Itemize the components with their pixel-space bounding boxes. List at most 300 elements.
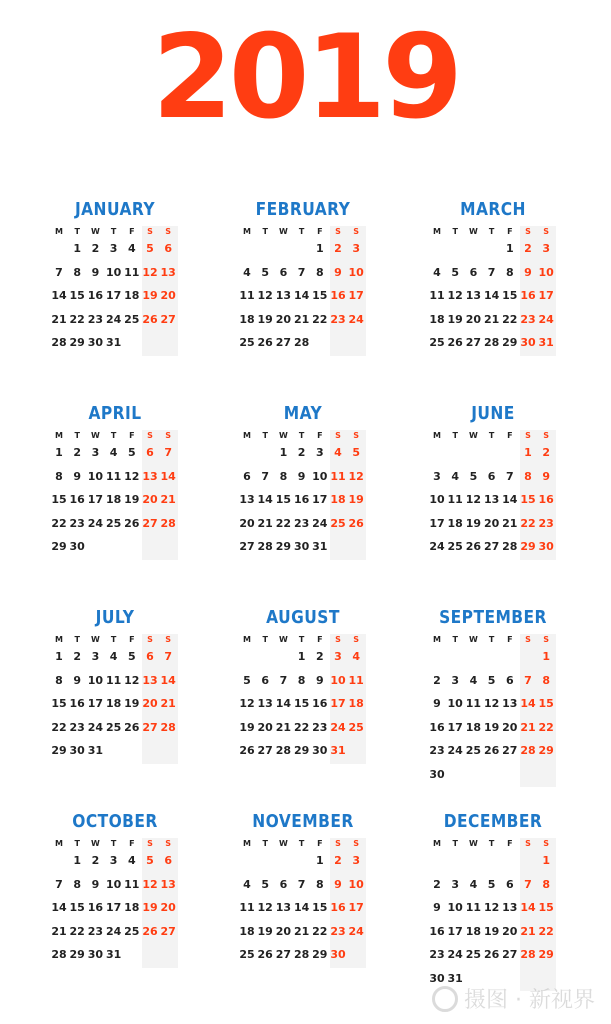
day-cell: 4	[127, 242, 136, 255]
month-name: MARCH	[460, 199, 526, 220]
day-cell: 14	[502, 493, 518, 506]
day-cell: 12	[124, 673, 140, 687]
weekday-header: F	[317, 635, 323, 644]
month-days-grid	[238, 226, 368, 360]
day-cell: 3	[334, 650, 342, 663]
day-cell: 22	[502, 312, 518, 326]
weekday-header: T	[262, 635, 268, 644]
day-cell: 5	[127, 446, 136, 459]
day-cell: 24	[105, 312, 122, 326]
watermark-text: 摄图 · 新视界	[464, 988, 595, 1013]
day-cell: 1	[542, 650, 551, 663]
day-cell: 31	[87, 744, 104, 757]
weekday-header: T	[110, 839, 117, 848]
day-cell: 30	[87, 948, 104, 961]
weekday-header: S	[165, 431, 172, 440]
weekday-header: W	[468, 227, 478, 236]
day-cell: 27	[142, 720, 158, 734]
weekday-header: T	[74, 431, 80, 440]
weekday-header: M	[243, 431, 251, 440]
weekday-header: S	[335, 227, 341, 236]
day-cell: 7	[164, 650, 173, 663]
day-cell: 20	[483, 516, 500, 530]
day-cell: 20	[142, 697, 158, 710]
day-cell: 6	[279, 877, 288, 891]
day-cell: 4	[451, 469, 460, 483]
day-cell: 20	[502, 720, 518, 734]
weekday-header: M	[433, 227, 441, 236]
day-cell: 15	[69, 901, 85, 914]
day-cell: 20	[257, 720, 273, 734]
weekday-header: F	[507, 431, 513, 440]
weekday-header: S	[543, 227, 550, 236]
day-cell: 10	[348, 877, 364, 891]
weekday-header: T	[452, 839, 458, 848]
weekday-header: W	[468, 635, 478, 644]
day-cell: 13	[465, 289, 482, 302]
day-cell: 26	[142, 312, 158, 326]
day-cell: 4	[109, 446, 118, 459]
day-cell: 19	[348, 493, 364, 506]
day-cell: 4	[127, 854, 136, 867]
day-cell: 7	[164, 446, 173, 459]
weekday-header: T	[452, 431, 458, 440]
day-cell: 31	[105, 336, 122, 349]
month-february	[238, 200, 368, 360]
weekday-header: F	[317, 227, 323, 236]
day-cell: 17	[87, 697, 104, 710]
day-cell: 29	[69, 336, 85, 349]
day-cell: 14	[293, 901, 310, 914]
day-cell: 11	[465, 901, 482, 914]
weekday-header: S	[353, 839, 360, 848]
day-cell: 23	[87, 312, 104, 326]
day-cell: 19	[257, 312, 273, 326]
day-cell: 11	[239, 289, 255, 302]
day-cell: 31	[330, 744, 346, 757]
weekday-header: S	[543, 839, 550, 848]
day-cell: 21	[483, 312, 500, 326]
day-cell: 5	[487, 673, 496, 687]
month-days-grid	[428, 634, 558, 791]
day-cell: 21	[293, 924, 310, 938]
day-cell: 18	[239, 312, 255, 326]
day-cell: 12	[483, 697, 500, 710]
weekday-header: S	[543, 431, 550, 440]
month-september	[428, 608, 558, 791]
day-cell: 4	[469, 673, 478, 687]
day-cell: 23	[293, 516, 310, 530]
day-cell: 16	[330, 901, 346, 914]
day-cell: 16	[87, 901, 104, 914]
day-cell: 23	[312, 720, 328, 734]
weekday-header: M	[243, 227, 251, 236]
day-cell: 2	[73, 650, 82, 663]
day-cell: 6	[146, 650, 154, 663]
day-cell: 24	[87, 720, 104, 734]
weekday-header: T	[452, 227, 458, 236]
day-cell: 22	[538, 924, 554, 938]
day-cell: 2	[542, 446, 551, 459]
month-name: JUNE	[471, 403, 515, 424]
day-cell: 4	[243, 265, 251, 279]
day-cell: 25	[465, 744, 482, 757]
year-title: 2019	[152, 10, 459, 145]
weekday-header: M	[433, 839, 441, 848]
day-cell: 20	[142, 493, 158, 506]
day-cell: 24	[330, 720, 346, 734]
weekday-header: T	[74, 839, 80, 848]
day-cell: 8	[505, 265, 514, 279]
day-cell: 2	[433, 673, 441, 687]
day-cell: 22	[51, 516, 67, 530]
day-cell: 19	[239, 720, 255, 734]
day-cell: 28	[257, 540, 273, 553]
day-cell: 9	[315, 673, 324, 687]
day-cell: 10	[447, 697, 463, 710]
weekday-header: M	[243, 635, 251, 644]
weekday-header: S	[335, 635, 341, 644]
day-cell: 23	[69, 516, 85, 530]
day-cell: 18	[105, 697, 122, 710]
day-cell: 28	[51, 336, 67, 349]
day-cell: 25	[239, 948, 255, 961]
day-cell: 8	[297, 673, 306, 687]
day-cell: 22	[275, 516, 292, 530]
day-cell: 10	[429, 493, 445, 506]
day-cell: 27	[160, 312, 176, 326]
day-cell: 8	[542, 673, 551, 687]
day-cell: 7	[261, 469, 270, 483]
day-cell: 19	[465, 516, 482, 530]
month-name: MAY	[283, 403, 323, 424]
day-cell: 29	[538, 948, 554, 961]
day-cell: 4	[469, 877, 478, 891]
month-name: NOVEMBER	[252, 811, 354, 832]
day-cell: 9	[297, 469, 306, 483]
day-cell: 17	[87, 493, 104, 506]
weekday-header: M	[55, 635, 63, 644]
day-cell: 3	[109, 242, 118, 255]
day-cell: 23	[330, 924, 346, 938]
day-cell: 28	[160, 516, 176, 530]
day-cell: 1	[315, 242, 324, 255]
day-cell: 9	[73, 469, 82, 483]
weekday-header: S	[147, 431, 153, 440]
day-cell: 3	[91, 650, 100, 663]
day-cell: 9	[433, 901, 441, 914]
day-cell: 24	[312, 516, 328, 530]
day-cell: 10	[330, 673, 346, 687]
day-cell: 1	[524, 446, 532, 459]
month-july	[50, 608, 180, 768]
day-cell: 25	[330, 516, 346, 530]
day-cell: 20	[160, 289, 176, 302]
weekday-header: S	[335, 839, 341, 848]
day-cell: 20	[239, 516, 255, 530]
day-cell: 14	[160, 673, 176, 687]
day-cell: 23	[429, 744, 445, 757]
day-cell: 30	[429, 767, 445, 781]
weekday-header: T	[110, 431, 117, 440]
month-name: DECEMBER	[443, 811, 543, 832]
weekday-header: T	[74, 227, 80, 236]
day-cell: 3	[109, 854, 118, 867]
day-cell: 22	[69, 312, 85, 326]
day-cell: 13	[257, 697, 273, 710]
day-cell: 17	[348, 901, 364, 914]
day-cell: 21	[51, 312, 67, 326]
day-cell: 1	[297, 650, 306, 663]
day-cell: 13	[275, 901, 292, 914]
month-name: AUGUST	[266, 607, 340, 628]
day-cell: 18	[124, 289, 140, 302]
day-cell: 16	[429, 924, 445, 938]
day-cell: 12	[348, 469, 364, 483]
watermark-logo-icon	[432, 986, 458, 1012]
day-cell: 1	[505, 242, 514, 255]
day-cell: 30	[520, 336, 536, 349]
day-cell: 7	[505, 469, 514, 483]
day-cell: 23	[87, 924, 104, 938]
month-april	[50, 404, 180, 564]
day-cell: 27	[239, 540, 255, 553]
day-cell: 24	[348, 312, 364, 326]
day-cell: 17	[348, 289, 364, 302]
weekday-header: M	[243, 839, 251, 848]
weekday-header: F	[317, 431, 323, 440]
day-cell: 10	[105, 877, 122, 891]
day-cell: 2	[315, 650, 324, 663]
day-cell: 28	[275, 744, 292, 757]
day-cell: 13	[239, 493, 255, 506]
day-cell: 20	[275, 312, 292, 326]
day-cell: 3	[91, 446, 100, 459]
day-cell: 4	[109, 650, 118, 663]
day-cell: 21	[257, 516, 273, 530]
day-cell: 27	[275, 948, 292, 961]
day-cell: 11	[465, 697, 482, 710]
day-cell: 5	[469, 469, 478, 483]
weekday-header: W	[90, 431, 100, 440]
month-name: APRIL	[88, 403, 142, 424]
day-cell: 11	[124, 265, 140, 279]
weekday-header: S	[147, 227, 153, 236]
day-cell: 25	[105, 516, 122, 530]
day-cell: 24	[105, 924, 122, 938]
day-cell: 1	[55, 650, 63, 663]
day-cell: 5	[261, 877, 270, 891]
day-cell: 13	[502, 901, 518, 914]
month-days-grid	[50, 226, 180, 360]
day-cell: 1	[55, 446, 63, 459]
day-cell: 7	[297, 877, 306, 891]
day-cell: 6	[243, 469, 251, 483]
day-cell: 26	[124, 516, 140, 530]
day-cell: 19	[447, 312, 463, 326]
day-cell: 6	[469, 265, 478, 279]
day-cell: 18	[429, 312, 445, 326]
day-cell: 5	[451, 265, 460, 279]
day-cell: 5	[243, 673, 251, 687]
day-cell: 1	[73, 854, 82, 867]
day-cell: 30	[87, 336, 104, 349]
day-cell: 6	[164, 242, 173, 255]
day-cell: 25	[124, 312, 140, 326]
day-cell: 25	[429, 336, 445, 349]
day-cell: 26	[348, 516, 364, 530]
day-cell: 3	[542, 242, 551, 255]
day-cell: 14	[483, 289, 500, 302]
day-cell: 16	[312, 697, 328, 710]
day-cell: 26	[124, 720, 140, 734]
day-cell: 13	[483, 493, 500, 506]
day-cell: 9	[524, 265, 532, 279]
day-cell: 5	[352, 446, 361, 459]
day-cell: 23	[538, 516, 554, 530]
day-cell: 29	[502, 336, 518, 349]
month-november	[238, 812, 368, 972]
day-cell: 8	[315, 877, 324, 891]
day-cell: 21	[520, 924, 536, 938]
day-cell: 15	[312, 901, 328, 914]
day-cell: 18	[239, 924, 255, 938]
day-cell: 26	[465, 540, 482, 553]
weekday-header: T	[488, 635, 495, 644]
day-cell: 25	[239, 336, 255, 349]
day-cell: 30	[312, 744, 328, 757]
day-cell: 8	[73, 877, 82, 891]
day-cell: 29	[275, 540, 292, 553]
month-may	[238, 404, 368, 564]
day-cell: 4	[334, 446, 342, 459]
day-cell: 12	[239, 697, 255, 710]
weekday-header: W	[90, 227, 100, 236]
day-cell: 1	[542, 854, 551, 867]
day-cell: 26	[483, 744, 500, 757]
weekday-header: T	[488, 431, 495, 440]
day-cell: 16	[69, 493, 85, 506]
day-cell: 19	[483, 720, 500, 734]
day-cell: 28	[502, 540, 518, 553]
weekday-header: W	[278, 635, 288, 644]
weekday-header: S	[525, 839, 531, 848]
day-cell: 10	[312, 469, 328, 483]
day-cell: 13	[142, 469, 158, 483]
day-cell: 21	[51, 924, 67, 938]
day-cell: 3	[352, 854, 361, 867]
month-days-grid	[50, 838, 180, 972]
day-cell: 28	[293, 948, 310, 961]
day-cell: 14	[160, 469, 176, 483]
day-cell: 16	[293, 493, 310, 506]
day-cell: 9	[91, 265, 100, 279]
day-cell: 10	[538, 265, 554, 279]
day-cell: 28	[520, 744, 536, 757]
day-cell: 31	[447, 971, 463, 985]
day-cell: 6	[505, 877, 514, 891]
day-cell: 15	[312, 289, 328, 302]
day-cell: 27	[502, 948, 518, 961]
day-cell: 1	[279, 446, 288, 459]
day-cell: 16	[429, 720, 445, 734]
day-cell: 12	[257, 901, 273, 914]
day-cell: 15	[538, 901, 554, 914]
weekday-header: T	[488, 839, 495, 848]
weekday-header: S	[353, 431, 360, 440]
watermark	[432, 983, 595, 1014]
day-cell: 25	[124, 924, 140, 938]
weekday-header: S	[147, 839, 153, 848]
weekday-header: W	[90, 635, 100, 644]
day-cell: 19	[124, 493, 140, 506]
weekday-header: T	[298, 431, 305, 440]
day-cell: 25	[105, 720, 122, 734]
month-june	[428, 404, 558, 564]
day-cell: 2	[433, 877, 441, 891]
day-cell: 27	[275, 336, 292, 349]
weekday-header: S	[335, 431, 341, 440]
day-cell: 15	[51, 493, 67, 506]
weekday-header: T	[110, 635, 117, 644]
day-cell: 22	[51, 720, 67, 734]
month-december	[428, 812, 558, 995]
day-cell: 14	[51, 901, 67, 914]
day-cell: 19	[142, 289, 158, 302]
day-cell: 31	[312, 540, 328, 553]
day-cell: 15	[502, 289, 518, 302]
day-cell: 18	[330, 493, 346, 506]
day-cell: 5	[146, 242, 154, 255]
day-cell: 26	[142, 924, 158, 938]
day-cell: 25	[447, 540, 463, 553]
day-cell: 23	[69, 720, 85, 734]
weekday-header: W	[90, 839, 100, 848]
day-cell: 30	[429, 971, 445, 985]
weekday-header: S	[353, 635, 360, 644]
day-cell: 29	[51, 744, 67, 757]
weekday-header: S	[525, 227, 531, 236]
day-cell: 22	[520, 516, 536, 530]
day-cell: 12	[465, 493, 482, 506]
day-cell: 9	[542, 469, 551, 483]
day-cell: 2	[334, 854, 342, 867]
day-cell: 8	[55, 673, 63, 687]
day-cell: 15	[520, 493, 536, 506]
month-name: JULY	[95, 607, 135, 628]
day-cell: 6	[505, 673, 514, 687]
day-cell: 22	[293, 720, 310, 734]
day-cell: 26	[239, 744, 255, 757]
weekday-header: T	[262, 227, 268, 236]
day-cell: 15	[69, 289, 85, 302]
month-days-grid	[50, 430, 180, 564]
day-cell: 8	[279, 469, 288, 483]
day-cell: 16	[69, 697, 85, 710]
day-cell: 18	[447, 516, 463, 530]
day-cell: 15	[275, 493, 292, 506]
day-cell: 11	[447, 493, 463, 506]
day-cell: 2	[91, 242, 100, 255]
day-cell: 6	[164, 854, 173, 867]
day-cell: 8	[315, 265, 324, 279]
day-cell: 14	[275, 697, 292, 710]
day-cell: 6	[279, 265, 288, 279]
weekday-header: S	[525, 431, 531, 440]
day-cell: 19	[142, 901, 158, 914]
weekday-header: T	[74, 635, 80, 644]
day-cell: 16	[330, 289, 346, 302]
